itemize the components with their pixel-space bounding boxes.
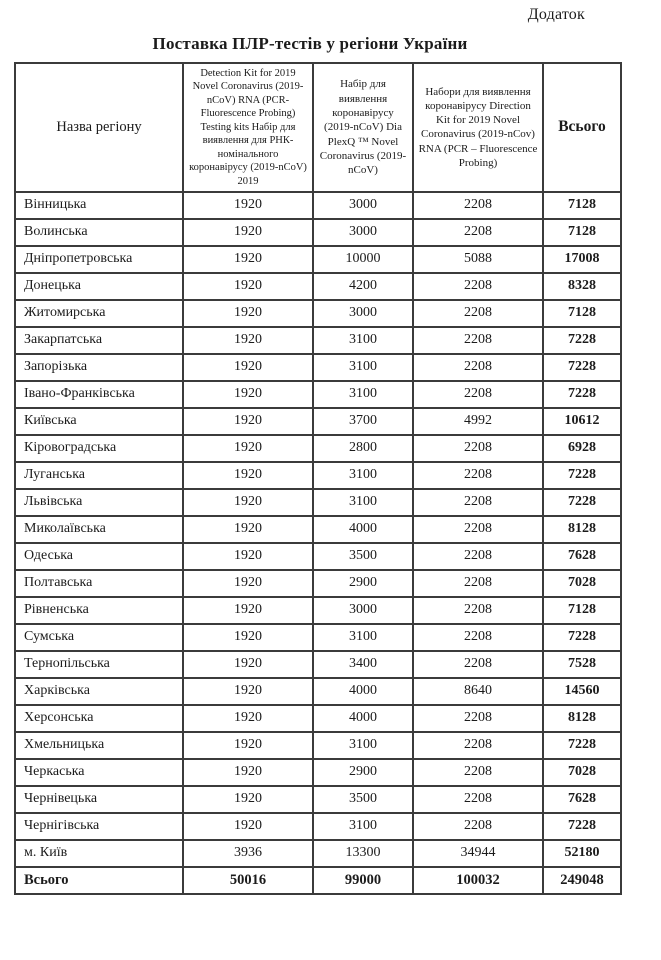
- table-row: [15, 597, 621, 624]
- page-title: Поставка ПЛР-тестів у регіони України: [152, 34, 468, 53]
- region-cell: Київська: [15, 408, 183, 435]
- table-header-row: [15, 63, 621, 192]
- table-row: [15, 300, 621, 327]
- kit3-value-cell: 2208: [413, 543, 543, 570]
- table-footer-row: [15, 867, 621, 894]
- kit1-value-cell: 1920: [183, 246, 313, 273]
- kit2-value-cell: 3100: [313, 624, 413, 651]
- region-cell: Полтавська: [15, 570, 183, 597]
- kit1-value-cell: 1920: [183, 489, 313, 516]
- region-cell: Кіровоградська: [15, 435, 183, 462]
- total-value-cell: 7228: [543, 354, 621, 381]
- total-value-cell: 7028: [543, 759, 621, 786]
- kit3-value-cell: 2208: [413, 570, 543, 597]
- kit2-value-cell: 4200: [313, 273, 413, 300]
- kit2-value-cell: 3400: [313, 651, 413, 678]
- kit3-value-cell: 2208: [413, 354, 543, 381]
- total-value-cell: 7628: [543, 786, 621, 813]
- total-value-cell: 7128: [543, 219, 621, 246]
- kit3-value-cell: 2208: [413, 435, 543, 462]
- kit1-value-cell: 1920: [183, 543, 313, 570]
- total-value-cell: 6928: [543, 435, 621, 462]
- total-value-cell: 7128: [543, 597, 621, 624]
- column-header-kit2: Набір для виявлення коронавірусу (2019-nCoV) Dia PlexQ ™ Novel Coronavirus (2019-nCoV): [313, 63, 413, 192]
- region-cell: м. Київ: [15, 840, 183, 867]
- kit2-value-cell: 3000: [313, 597, 413, 624]
- total-value-cell: 10612: [543, 408, 621, 435]
- kit1-value-cell: 1920: [183, 435, 313, 462]
- table-row: [15, 651, 621, 678]
- kit2-value-cell: 4000: [313, 705, 413, 732]
- region-cell: Чернігівська: [15, 813, 183, 840]
- table-row: [15, 462, 621, 489]
- table-row: [15, 543, 621, 570]
- total-value-cell: 7228: [543, 327, 621, 354]
- kit1-value-cell: 1920: [183, 408, 313, 435]
- kit3-value-cell: 4992: [413, 408, 543, 435]
- kit2-value-cell: 3100: [313, 732, 413, 759]
- kit2-value-cell: 4000: [313, 516, 413, 543]
- table-row: [15, 408, 621, 435]
- total-value-cell: 7228: [543, 489, 621, 516]
- total-value-cell: 7228: [543, 381, 621, 408]
- region-cell: Херсонська: [15, 705, 183, 732]
- kit3-value-cell: 2208: [413, 705, 543, 732]
- kit1-value-cell: 1920: [183, 624, 313, 651]
- total-value-cell: 7528: [543, 651, 621, 678]
- appendix-label: Додаток: [527, 6, 585, 23]
- table-row: [15, 732, 621, 759]
- table-row: [15, 624, 621, 651]
- kit1-value-cell: 1920: [183, 300, 313, 327]
- kit2-value-cell: 3500: [313, 786, 413, 813]
- total-value-cell: 7628: [543, 543, 621, 570]
- table-row: [15, 705, 621, 732]
- total-value-cell: 8128: [543, 705, 621, 732]
- total-value-cell: 17008: [543, 246, 621, 273]
- kit3-value-cell: 2208: [413, 381, 543, 408]
- region-cell: Рівненська: [15, 597, 183, 624]
- kit1-value-cell: 1920: [183, 732, 313, 759]
- total-value-cell: 249048: [543, 867, 621, 894]
- kit3-value-cell: 2208: [413, 759, 543, 786]
- kit2-value-cell: 3100: [313, 327, 413, 354]
- kit2-value-cell: 3100: [313, 489, 413, 516]
- kit2-value-cell: 2900: [313, 570, 413, 597]
- region-cell: Черкаська: [15, 759, 183, 786]
- kit1-value-cell: 1920: [183, 516, 313, 543]
- region-cell: Івано-Франківська: [15, 381, 183, 408]
- kit2-value-cell: 4000: [313, 678, 413, 705]
- kit3-value-cell: 2208: [413, 219, 543, 246]
- total-value-cell: 7228: [543, 624, 621, 651]
- kit1-value-cell: 1920: [183, 597, 313, 624]
- region-cell: Сумська: [15, 624, 183, 651]
- total-value-cell: 14560: [543, 678, 621, 705]
- kit1-value-cell: 1920: [183, 705, 313, 732]
- region-cell: Одеська: [15, 543, 183, 570]
- table-row: [15, 759, 621, 786]
- kit3-value-cell: 100032: [413, 867, 543, 894]
- table-row: [15, 435, 621, 462]
- region-cell: Запорізька: [15, 354, 183, 381]
- table-row: [15, 786, 621, 813]
- column-header-kit1: Detection Kit for 2019 Novel Coronavirus (2019-nCoV) RNA (PCR-Fluorescence Probing) Testing kits Набір для виявлення для РНК-номінального коронавірусу (2019-nCoV) 2019: [183, 63, 313, 192]
- table-row: [15, 840, 621, 867]
- column-header-region: Назва регіону: [15, 63, 183, 192]
- kit1-value-cell: 50016: [183, 867, 313, 894]
- table-row: [15, 813, 621, 840]
- kit3-value-cell: 8640: [413, 678, 543, 705]
- total-value-cell: 7228: [543, 813, 621, 840]
- table-row: [15, 489, 621, 516]
- kit2-value-cell: 3700: [313, 408, 413, 435]
- kit1-value-cell: 1920: [183, 192, 313, 219]
- table-row: [15, 219, 621, 246]
- total-value-cell: 8328: [543, 273, 621, 300]
- table-body: [15, 192, 621, 894]
- kit3-value-cell: 2208: [413, 273, 543, 300]
- region-cell: Луганська: [15, 462, 183, 489]
- column-header-kit3: Набори для виявлення коронавірусу Direction Kit for 2019 Novel Coronavirus (2019-nCov) RNA (PCR – Fluorescence Probing): [413, 63, 543, 192]
- table-row: [15, 327, 621, 354]
- region-cell: Закарпатська: [15, 327, 183, 354]
- kit2-value-cell: 3100: [313, 462, 413, 489]
- kit3-value-cell: 2208: [413, 786, 543, 813]
- region-cell: Житомирська: [15, 300, 183, 327]
- region-cell: Чернівецька: [15, 786, 183, 813]
- kit3-value-cell: 34944: [413, 840, 543, 867]
- kit2-value-cell: 13300: [313, 840, 413, 867]
- kit3-value-cell: 2208: [413, 516, 543, 543]
- table-row: [15, 570, 621, 597]
- total-value-cell: 7128: [543, 192, 621, 219]
- kit2-value-cell: 3100: [313, 381, 413, 408]
- kit3-value-cell: 2208: [413, 462, 543, 489]
- kit2-value-cell: 99000: [313, 867, 413, 894]
- region-cell: Вінницька: [15, 192, 183, 219]
- kit2-value-cell: 3000: [313, 219, 413, 246]
- kit1-value-cell: 1920: [183, 678, 313, 705]
- total-value-cell: 7228: [543, 462, 621, 489]
- kit1-value-cell: 1920: [183, 759, 313, 786]
- kit2-value-cell: 3100: [313, 354, 413, 381]
- kit1-value-cell: 1920: [183, 354, 313, 381]
- table-row: [15, 678, 621, 705]
- table-row: [15, 246, 621, 273]
- kit2-value-cell: 3000: [313, 300, 413, 327]
- region-cell: Миколаївська: [15, 516, 183, 543]
- region-cell: Донецька: [15, 273, 183, 300]
- kit3-value-cell: 2208: [413, 651, 543, 678]
- table-row: [15, 192, 621, 219]
- table-row: [15, 273, 621, 300]
- region-cell: Хмельницька: [15, 732, 183, 759]
- kit1-value-cell: 1920: [183, 651, 313, 678]
- kit2-value-cell: 2900: [313, 759, 413, 786]
- region-cell: Дніпропетровська: [15, 246, 183, 273]
- kit2-value-cell: 3000: [313, 192, 413, 219]
- kit2-value-cell: 10000: [313, 246, 413, 273]
- total-value-cell: 8128: [543, 516, 621, 543]
- kit3-value-cell: 5088: [413, 246, 543, 273]
- kit1-value-cell: 1920: [183, 462, 313, 489]
- kit3-value-cell: 2208: [413, 327, 543, 354]
- kit3-value-cell: 2208: [413, 300, 543, 327]
- kit1-value-cell: 1920: [183, 570, 313, 597]
- kit1-value-cell: 1920: [183, 219, 313, 246]
- total-value-cell: 7228: [543, 732, 621, 759]
- region-cell: Волинська: [15, 219, 183, 246]
- pcr-tests-table: [14, 62, 622, 895]
- total-value-cell: 52180: [543, 840, 621, 867]
- kit1-value-cell: 1920: [183, 381, 313, 408]
- table-row: [15, 381, 621, 408]
- kit3-value-cell: 2208: [413, 192, 543, 219]
- kit2-value-cell: 3100: [313, 813, 413, 840]
- kit3-value-cell: 2208: [413, 732, 543, 759]
- kit1-value-cell: 3936: [183, 840, 313, 867]
- total-value-cell: 7028: [543, 570, 621, 597]
- kit2-value-cell: 2800: [313, 435, 413, 462]
- total-value-cell: 7128: [543, 300, 621, 327]
- kit1-value-cell: 1920: [183, 813, 313, 840]
- kit2-value-cell: 3500: [313, 543, 413, 570]
- region-cell: Львівська: [15, 489, 183, 516]
- kit1-value-cell: 1920: [183, 786, 313, 813]
- region-cell: Тернопільська: [15, 651, 183, 678]
- kit3-value-cell: 2208: [413, 624, 543, 651]
- kit3-value-cell: 2208: [413, 489, 543, 516]
- kit3-value-cell: 2208: [413, 813, 543, 840]
- kit1-value-cell: 1920: [183, 273, 313, 300]
- kit3-value-cell: 2208: [413, 597, 543, 624]
- column-header-total: Всього: [543, 63, 621, 192]
- region-cell: Харківська: [15, 678, 183, 705]
- kit1-value-cell: 1920: [183, 327, 313, 354]
- table-row: [15, 516, 621, 543]
- table-row: [15, 354, 621, 381]
- region-cell: Всього: [15, 867, 183, 894]
